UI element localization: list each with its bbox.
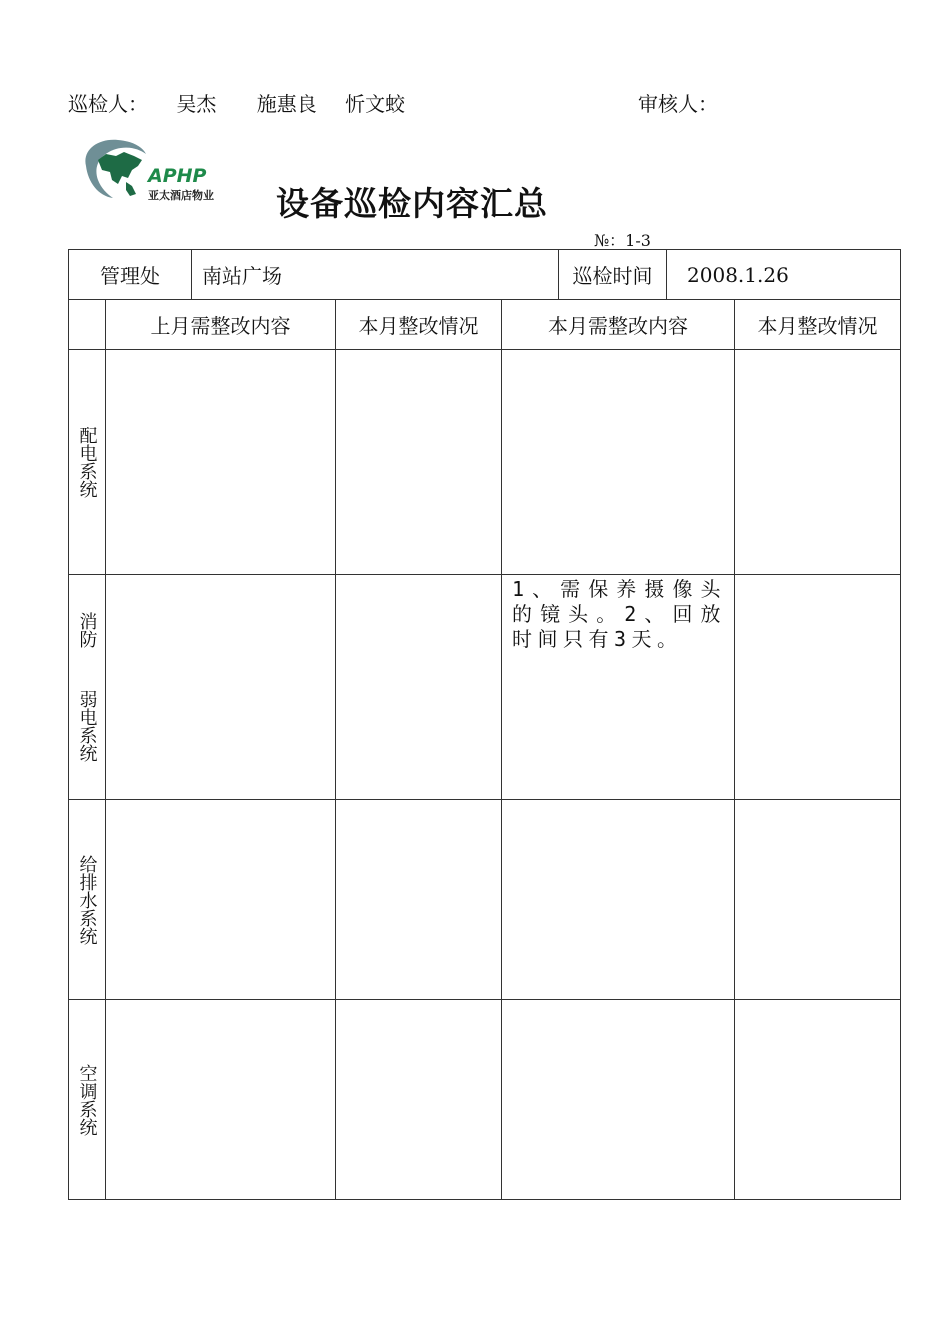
cell-this-month-status-2 [735, 575, 901, 800]
inspector-name-2: 施惠良 [256, 92, 317, 116]
inspector-name-1: 吴杰 [176, 92, 217, 116]
inspection-table [68, 249, 901, 1200]
cell-this-month-status-1 [336, 1000, 502, 1200]
document-number: №：1-3 [594, 231, 651, 250]
cell-this-month-status-2 [735, 800, 901, 1000]
system-label-cell [69, 1000, 106, 1200]
col-header-this-month-items: 本月需整改内容 [502, 300, 735, 350]
col-header-this-month-status-2: 本月整改情况 [735, 300, 901, 350]
system-label: 空调系统 [76, 1063, 98, 1136]
system-label-cell [69, 800, 106, 1000]
cell-this-month-status-1 [336, 350, 502, 575]
col-header-last-month-items: 上月需整改内容 [106, 300, 336, 350]
logo-brand: APHP [148, 165, 207, 187]
cell-last-month-items [106, 350, 336, 575]
office-label: 管理处 [69, 250, 192, 300]
time-label: 巡检时间 [559, 250, 667, 300]
cell-this-month-items [502, 350, 735, 575]
cell-last-month-items [106, 1000, 336, 1200]
cell-this-month-status-1 [336, 800, 502, 1000]
inspector-label: 巡检人： [68, 92, 148, 116]
inspector-name-3: 忻文蛟 [345, 92, 406, 116]
table-row [69, 575, 901, 800]
info-row [69, 250, 901, 300]
corner-cell [69, 300, 106, 350]
logo-subtitle: 亚太酒店物业 [148, 189, 214, 202]
office-value: 南站广场 [192, 250, 559, 300]
cell-last-month-items [106, 575, 336, 800]
cell-this-month-items [502, 1000, 735, 1200]
cell-this-month-status-2 [735, 1000, 901, 1200]
table-row [69, 350, 901, 575]
cell-last-month-items [106, 800, 336, 1000]
system-label-cell [69, 350, 106, 575]
time-value: 2008.1.26 [667, 250, 901, 300]
col-header-this-month-status-1: 本月整改情况 [336, 300, 502, 350]
company-logo [76, 136, 236, 206]
cell-this-month-items: 1、需保养摄像头的镜头。2、回放时间只有3天。 [502, 575, 735, 800]
cell-this-month-status-1 [336, 575, 502, 800]
cell-this-month-items [502, 800, 735, 1000]
table-row [69, 800, 901, 1000]
cell-this-month-status-2 [735, 350, 901, 575]
system-label-cell [69, 575, 106, 800]
inspector-line [68, 88, 405, 117]
table-row [69, 1000, 901, 1200]
column-header-row [69, 300, 901, 350]
system-label: 配电系统 [76, 426, 98, 498]
system-label: 给排水系统 [76, 854, 98, 945]
page-title: 设备巡检内容汇总 [276, 184, 548, 223]
system-label: 消防 弱电系统 [76, 612, 98, 762]
reviewer-label: 审核人： [638, 92, 718, 116]
